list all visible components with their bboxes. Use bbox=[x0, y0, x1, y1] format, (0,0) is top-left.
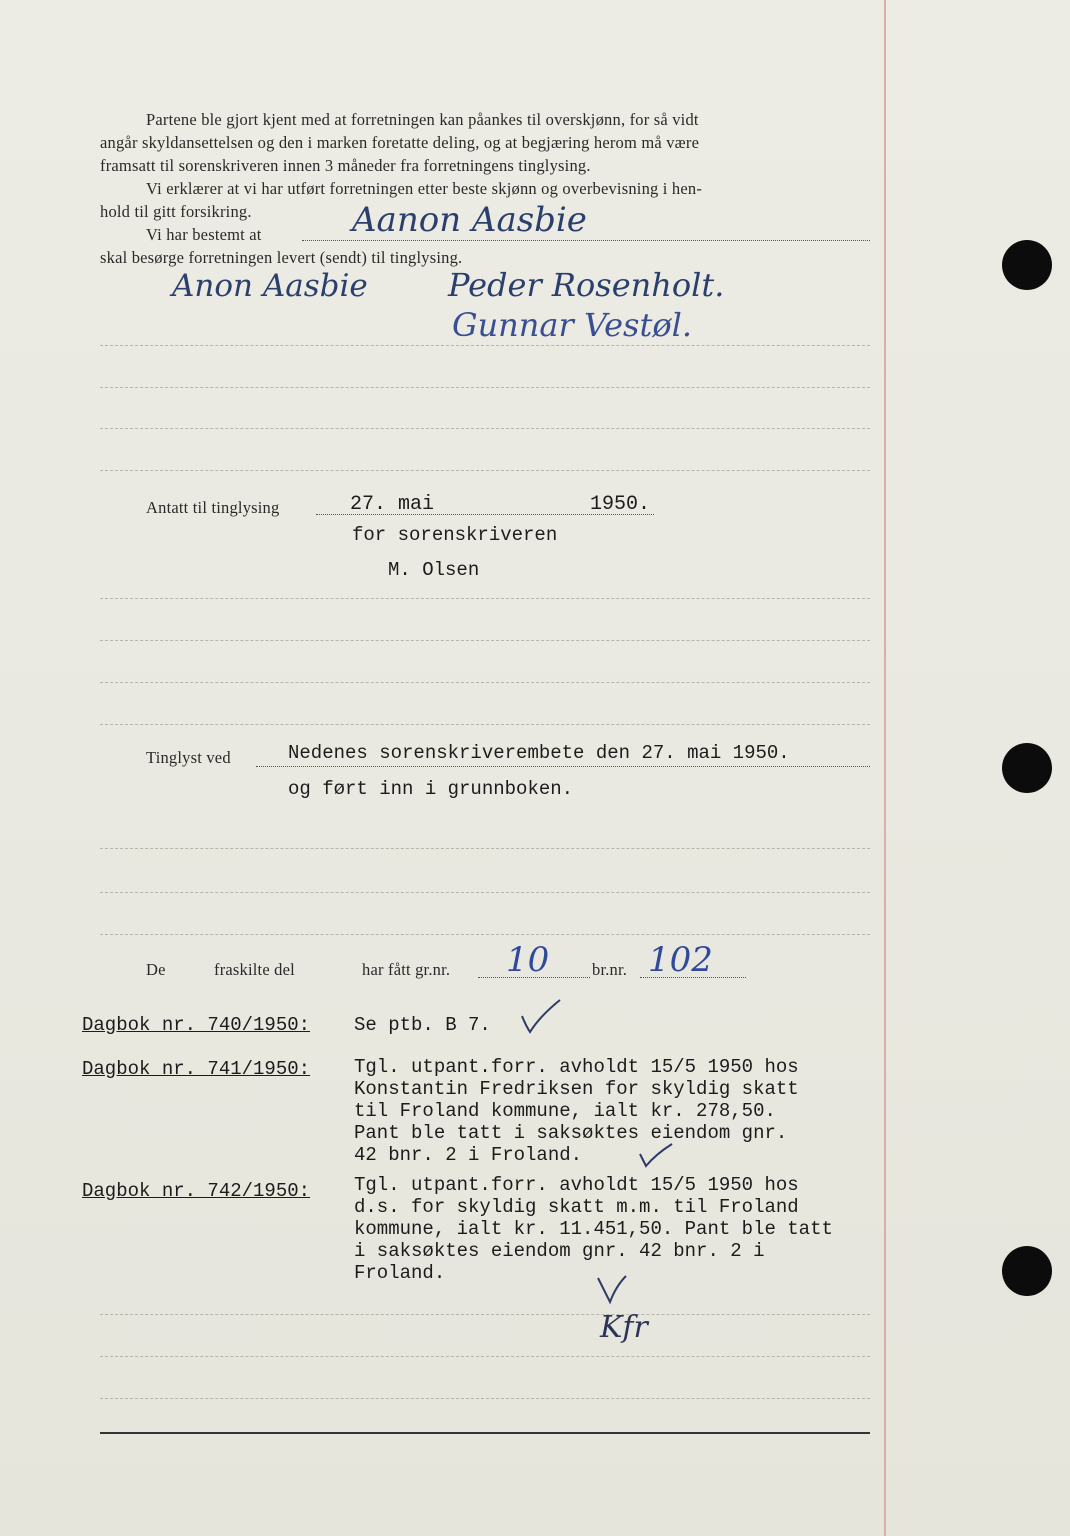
entry-741-line-1: Tgl. utpant.forr. avholdt 15/5 1950 hos bbox=[354, 1056, 799, 1078]
antatt-year: 1950. bbox=[590, 493, 651, 516]
ruled-line bbox=[100, 640, 870, 641]
punch-hole-bottom bbox=[1002, 1246, 1052, 1296]
antatt-label: Antatt til tinglysing bbox=[146, 498, 280, 517]
signature-1: Anon Aasbie bbox=[172, 268, 368, 304]
ruled-line bbox=[100, 470, 870, 471]
tinglyst-line-2: og ført inn i grunnboken. bbox=[288, 778, 574, 800]
entry-740-label: Dagbok nr. 740/1950: bbox=[82, 1014, 311, 1036]
intro-line-3: framsatt til sorenskriveren innen 3 måneder fra forretningens tinglysing. bbox=[100, 156, 591, 175]
antatt-signer: M. Olsen bbox=[388, 559, 480, 581]
ruled-line bbox=[100, 1356, 870, 1357]
entry-742-line-1: Tgl. utpant.forr. avholdt 15/5 1950 hos bbox=[354, 1174, 799, 1196]
punch-hole-top bbox=[1002, 240, 1052, 290]
entry-740-line-1: Se ptb. B 7. bbox=[354, 1014, 491, 1036]
initials-signature: Kfr bbox=[600, 1310, 648, 1345]
ruled-line bbox=[100, 1398, 870, 1399]
ruled-line bbox=[100, 1314, 870, 1315]
designee-dotted-line bbox=[302, 240, 870, 241]
ruled-line bbox=[100, 724, 870, 725]
entry-741-line-3: til Froland kommune, ialt kr. 278,50. bbox=[354, 1100, 776, 1122]
punch-hole-middle bbox=[1002, 743, 1052, 793]
tinglyst-label: Tinglyst ved bbox=[146, 748, 231, 767]
intro-line-5: hold til gitt forsikring. bbox=[100, 202, 252, 221]
brnr-value: 102 bbox=[648, 940, 713, 980]
ruled-line bbox=[100, 892, 870, 893]
entry-742-line-5: Froland. bbox=[354, 1262, 446, 1284]
intro-line-6-prefix: Vi har bestemt at bbox=[146, 225, 262, 244]
ruled-line bbox=[100, 598, 870, 599]
signature-2: Peder Rosenholt. bbox=[448, 266, 725, 304]
entry-742-label: Dagbok nr. 742/1950: bbox=[82, 1180, 311, 1202]
intro-line-7: skal besørge forretningen levert (sendt) til tinglysing. bbox=[100, 248, 463, 267]
tinglyst-line-1: Nedenes sorenskriverembete den 27. mai 1950. bbox=[288, 742, 790, 764]
ruled-line bbox=[100, 345, 870, 346]
intro-line-6 bbox=[146, 225, 262, 245]
checkmark-icon bbox=[518, 996, 564, 1036]
fraskilte-word-2: fraskilte del bbox=[214, 960, 295, 979]
entry-741-label: Dagbok nr. 741/1950: bbox=[82, 1058, 311, 1080]
intro-line-4: Vi erklærer at vi har utført forretningen etter beste skjønn og overbevisning i hen- bbox=[146, 179, 703, 198]
entry-741-line-5: 42 bnr. 2 i Froland. bbox=[354, 1144, 583, 1166]
designated-person-handwriting: Aanon Aasbie bbox=[352, 200, 587, 240]
entry-742-line-4: i saksøktes eiendom gnr. 42 bnr. 2 i bbox=[354, 1240, 765, 1262]
tinglyst-dotted-line bbox=[256, 766, 870, 767]
fraskilte-word-3: har fått gr.nr. bbox=[362, 960, 451, 979]
grnr-value: 10 bbox=[506, 940, 550, 980]
checkmark-icon bbox=[636, 1140, 676, 1170]
entry-742-line-3: kommune, ialt kr. 11.451,50. Pant ble tatt bbox=[354, 1218, 833, 1240]
ruled-line bbox=[100, 428, 870, 429]
antatt-date: 27. mai bbox=[350, 493, 435, 516]
entry-742-line-2: d.s. for skyldig skatt m.m. til Froland bbox=[354, 1196, 799, 1218]
ruled-line bbox=[100, 848, 870, 849]
entry-741-line-2: Konstantin Fredriksen for skyldig skatt bbox=[354, 1078, 799, 1100]
antatt-for-sorenskriveren: for sorenskriveren bbox=[352, 524, 558, 546]
intro-line-1: Partene ble gjort kjent med at forretningen kan påankes til overskjønn, for så vidt bbox=[146, 110, 699, 129]
ruled-line bbox=[100, 387, 870, 388]
fraskilte-word-4: br.nr. bbox=[592, 960, 628, 979]
margin-line bbox=[884, 0, 886, 1536]
ruled-line bbox=[100, 934, 870, 935]
bottom-rule bbox=[100, 1432, 870, 1434]
checkmark-icon bbox=[592, 1272, 632, 1306]
entry-741-line-4: Pant ble tatt i saksøktes eiendom gnr. bbox=[354, 1122, 788, 1144]
fraskilte-word-1: De bbox=[146, 960, 166, 979]
intro-line-2: angår skyldansettelsen og den i marken foretatte deling, og at begjæring herom må være bbox=[100, 133, 700, 152]
signature-3: Gunnar Vestøl. bbox=[452, 306, 692, 344]
ruled-line bbox=[100, 682, 870, 683]
